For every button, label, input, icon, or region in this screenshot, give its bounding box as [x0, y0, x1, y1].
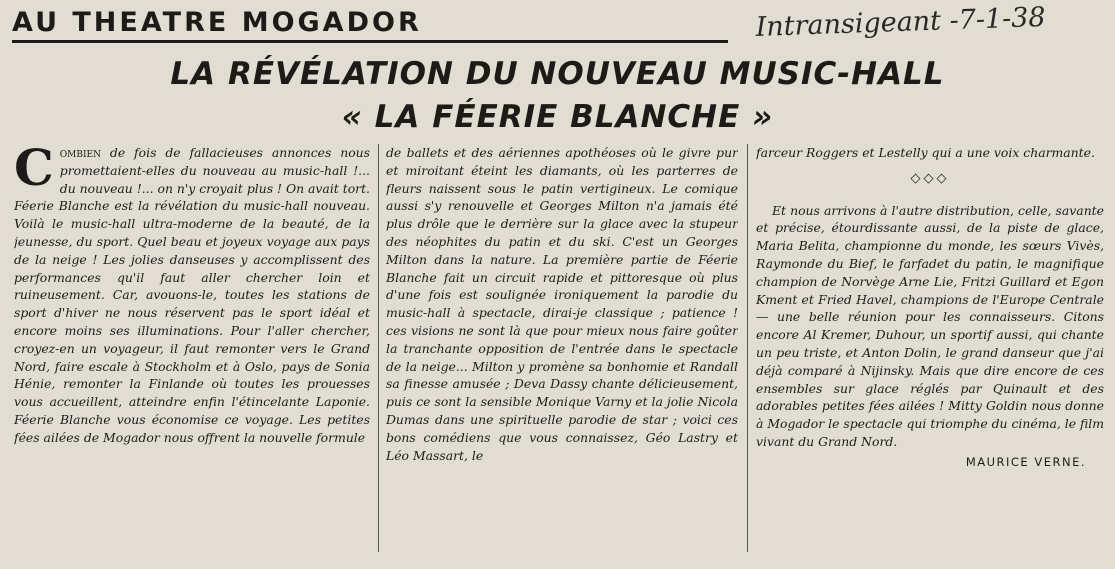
lead-word: ombien [59, 145, 102, 160]
kicker-bar [12, 6, 728, 43]
column-rule [747, 144, 748, 552]
kicker-heading: AU THEATRE MOGADOR [12, 7, 422, 38]
section-ornament: ◇◇◇ [910, 170, 950, 186]
article-title-line-2: « LA FÉERIE BLANCHE » [341, 99, 774, 135]
paragraph-text: de fois de fallacieuses annonces nous promettaient-elles du nouveau au music-hall !... du nouveau !... on n'y croyait plus ! On avait tort. Féerie Blanche est la révélation du music-hall nouveau. Voilà le music-hall ultra-moderne de la beauté, de la jeunesse, du sport. Quel beau et joyeux voyage aux pays de la neige ! Les jolies danseuses y accomplissent des performances qu'il faut aller chercher loin et ruineusement. Car, avouons-le, toutes les stations de sport d'hiver ne nous réservent pas le sport idéal et encore moins ses illuminations. Pour l'aller chercher, croyez-en un voyageur, il faut remonter vers le Grand Nord, faire escale à Stockholm et à Oslo, pays de Sonia Hénie, remonter la Finlande où toutes les prouesses vous accueillent, atteindre enfin l'étincelante Laponie. Féerie Blanche vous économise ce voyage. Les petites fées ailées de Mogador nous offrent la nouvelle formule [14, 145, 370, 445]
drop-cap: C [14, 144, 54, 197]
paragraph-text: Et nous arrivons à l'autre distribution, celle, savante et précise, étourdissante aussi, de la piste de glace, Maria Belita, championne du monde, les sœurs Vivès, Raymonde du Bief, le farfadet du patin, le magnifique champion de Norvège Arne Lie, Fritzi Guillard et Egon Kment et Fried Havel, champions de l'Europe Centrale — une belle réunion pour les connaisseurs. Citons encore Al Kremer, Duhour, un sportif aussi, qui chante un peu triste, et Anton Dolin, le grand danseur que j'ai déjà comparé à Nijinsky. Mais que dire encore de ces ensembles sur glace réglés par Quinault et des adorables petites fées ailées ! Mitty Goldin nous donne à Mogador le spectacle qui triomphe du cinéma, le film vivant du Grand Nord. [756, 202, 1104, 449]
article-column-1 [14, 144, 370, 552]
article-title-line-1: LA RÉVÉLATION DU NOUVEAU MUSIC-HALL [170, 56, 945, 92]
paragraph-text: de ballets et des aériennes apothéoses où le givre pur et miroitant éteint les diamants, où les parterres de fleurs naissent sous le patin vertigineux. Le comique aussi s'y renouvelle et Georges Milton n'a jamais été plus drôle que le derrière sur la glace avec la stupeur des néophites du patin et du ski. C'est un Georges Milton dans la nature. La première partie de Féerie Blanche fait un circuit rapide et pittoresque où plus d'une fois est soulignée ironiquement la parodie du music-hall à spectacle, dirai-je classique ; patience ! ces visions ne sont là que pour mieux nous faire goûter la tranchante opposition de l'entrée dans le spectacle de la neige... Milton y promène sa bonhomie et Randall sa finesse amusée ; Deva Dassy chante délicieusement, puis ce sont la sensible Monique Varny et la jolie Nicola Dumas dans une spirituelle parodie de star ; voici ces bons comédiens que vous connaissez, Géo Lastry et Léo Massart, le [386, 145, 738, 463]
handwritten-date-note: Intransigeant -7-1-38 [755, 1, 1047, 43]
column-rule [378, 144, 379, 552]
author-signature: MAURICE VERNE. [965, 454, 1086, 469]
paragraph [14, 144, 370, 447]
paragraph-text: farceur Roggers et Lestelly qui a une voix charmante. [756, 145, 1095, 160]
article-column-2 [386, 144, 738, 552]
article-column-3 [756, 144, 1104, 552]
